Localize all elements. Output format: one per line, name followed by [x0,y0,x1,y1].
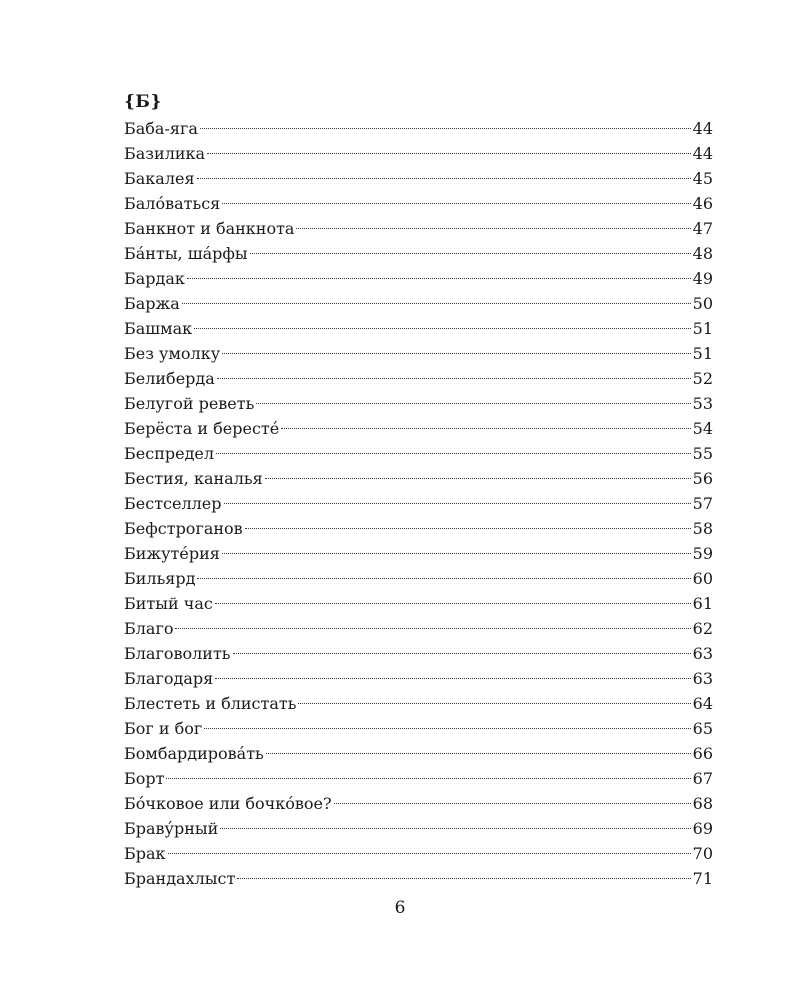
dot-leader [166,778,690,779]
toc-entry[interactable] [124,666,713,691]
dot-leader [334,803,691,804]
toc-entry-title: Брак [124,844,166,863]
toc-entry[interactable] [124,391,713,416]
toc-entry-title: Беспредел [124,444,215,463]
toc-entry-title: Блестеть и блистать [124,694,297,713]
toc-entry-title: Банкнот и банкнота [124,219,295,238]
toc-entry-title: Базилика [124,144,206,163]
toc-entry-page: 69 [692,819,713,838]
toc-entry-page: 50 [692,294,713,313]
dot-leader [222,353,691,354]
toc-page [124,90,713,891]
toc-entry-page: 52 [692,369,713,388]
toc-entry[interactable] [124,466,713,491]
toc-entry[interactable] [124,291,713,316]
toc-entry-title: Бефстроганов [124,519,243,538]
dot-leader [187,278,691,279]
toc-entry-page: 65 [692,719,713,738]
toc-entry-page: 68 [692,794,713,813]
toc-entry[interactable] [124,591,713,616]
dot-leader [197,578,690,579]
toc-entry-page: 44 [692,119,713,138]
toc-entry[interactable] [124,441,713,466]
dot-leader [197,178,691,179]
dot-leader [296,228,690,229]
toc-entry-title: Бало́ваться [124,194,221,213]
toc-entry-page: 57 [692,494,713,513]
dot-leader [204,728,690,729]
toc-entry-page: 54 [692,419,713,438]
toc-entry[interactable] [124,216,713,241]
dot-leader [222,553,691,554]
toc-list [124,116,713,891]
toc-entry-title: Берёста и бересте́ [124,419,280,438]
toc-entry-title: Благоволить [124,644,231,663]
dot-leader [250,253,691,254]
dot-leader [233,653,691,654]
toc-entry-page: 67 [692,769,713,788]
toc-entry[interactable] [124,316,713,341]
toc-entry[interactable] [124,841,713,866]
dot-leader [168,853,691,854]
toc-entry-title: Бог и бог [124,719,203,738]
toc-entry[interactable] [124,341,713,366]
dot-leader [182,303,691,304]
toc-entry-page: 63 [692,644,713,663]
dot-leader [281,428,690,429]
toc-entry[interactable] [124,366,713,391]
toc-entry-page: 48 [692,244,713,263]
dot-leader [220,828,690,829]
dot-leader [175,628,690,629]
dot-leader [215,678,690,679]
toc-entry[interactable] [124,116,713,141]
dot-leader [245,528,691,529]
toc-entry-page: 55 [692,444,713,463]
toc-entry-title: Бо́чковое или бочко́вое? [124,794,332,813]
toc-entry-page: 49 [692,269,713,288]
page-number: 6 [394,898,406,918]
toc-entry[interactable] [124,516,713,541]
toc-entry-title: Белугой реветь [124,394,255,413]
toc-entry-page: 45 [692,169,713,188]
toc-entry-title: Баба-яга [124,119,198,138]
toc-entry-title: Благодаря [124,669,214,688]
dot-leader [194,328,690,329]
toc-entry[interactable] [124,541,713,566]
toc-entry-title: Борт [124,769,165,788]
toc-entry-page: 64 [692,694,713,713]
toc-entry-page: 58 [692,519,713,538]
section-heading: {Б} [124,92,162,112]
toc-entry-page: 51 [692,319,713,338]
toc-entry-title: Баржа [124,294,180,313]
toc-entry-title: Брандахлыст [124,869,236,888]
dot-leader [266,753,691,754]
dot-leader [256,403,690,404]
dot-leader [200,128,691,129]
toc-entry-page: 47 [692,219,713,238]
toc-entry-page: 63 [692,669,713,688]
toc-entry[interactable] [124,491,713,516]
toc-entry-page: 62 [692,619,713,638]
toc-entry-title: Бестселлер [124,494,222,513]
toc-entry-page: 66 [692,744,713,763]
toc-entry[interactable] [124,741,713,766]
toc-entry-title: Браву́рный [124,819,219,838]
toc-entry-page: 46 [692,194,713,213]
dot-leader [217,378,691,379]
toc-entry[interactable] [124,566,713,591]
toc-entry[interactable] [124,141,713,166]
toc-entry-title: Благо [124,619,174,638]
toc-entry[interactable] [124,766,713,791]
toc-entry-title: Башмак [124,319,193,338]
dot-leader [207,153,691,154]
toc-entry-page: 61 [692,594,713,613]
toc-entry-title: Бестия, каналья [124,469,263,488]
toc-entry[interactable] [124,691,713,716]
toc-entry[interactable] [124,166,713,191]
dot-leader [237,878,690,879]
toc-entry-page: 70 [692,844,713,863]
toc-entry[interactable] [124,616,713,641]
dot-leader [298,703,690,704]
toc-entry-page: 44 [692,144,713,163]
toc-entry-title: Белиберда [124,369,215,388]
toc-entry[interactable] [124,791,713,816]
toc-entry-page: 51 [692,344,713,363]
toc-entry[interactable] [124,241,713,266]
toc-entry[interactable] [124,416,713,441]
toc-entry[interactable] [124,641,713,666]
toc-entry-title: Ба́нты, ша́рфы [124,244,248,263]
toc-entry-title: Бардак [124,269,185,288]
toc-entry-title: Без умолку [124,344,221,363]
toc-entry-title: Бакалея [124,169,195,188]
toc-entry-page: 53 [692,394,713,413]
toc-entry[interactable] [124,266,713,291]
dot-leader [215,603,691,604]
dot-leader [265,478,691,479]
toc-entry-title: Бомбардирова́ть [124,744,264,763]
toc-entry-page: 59 [692,544,713,563]
toc-entry-page: 71 [692,869,713,888]
toc-entry-title: Бильярд [124,569,196,588]
toc-entry-page: 60 [692,569,713,588]
toc-entry-title: Битый час [124,594,213,613]
toc-entry-title: Бижуте́рия [124,544,220,563]
toc-entry[interactable] [124,191,713,216]
toc-entry[interactable] [124,816,713,841]
toc-entry-page: 56 [692,469,713,488]
toc-entry[interactable] [124,716,713,741]
dot-leader [224,503,691,504]
toc-entry[interactable] [124,866,713,891]
dot-leader [216,453,691,454]
dot-leader [222,203,690,204]
